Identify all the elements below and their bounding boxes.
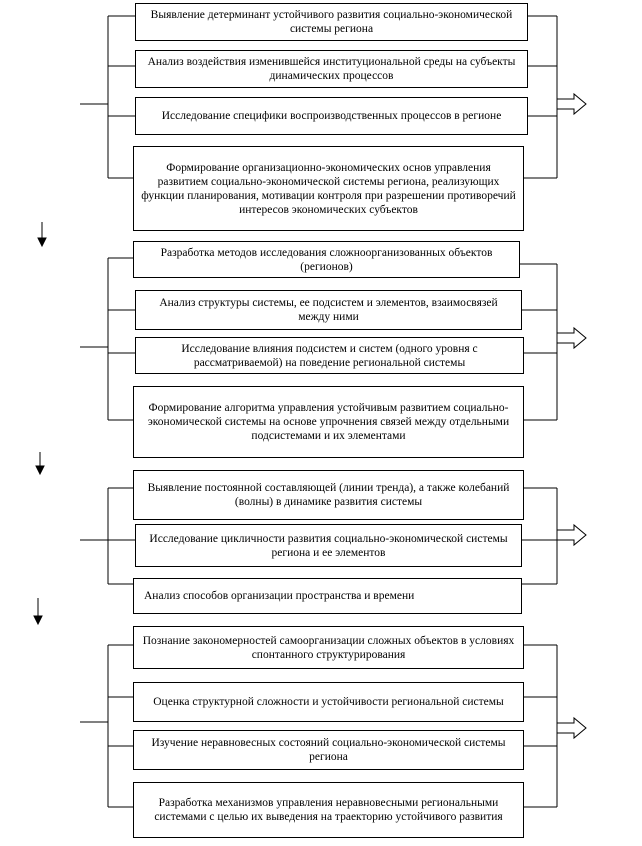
process-box [135,290,522,330]
process-box-text: Анализ воздействия изменившейся институциональной среды на субъекты динамических процессов [147,56,516,82]
down-arrow-icon-2 [36,452,44,474]
process-box [133,626,524,669]
process-box [135,524,522,567]
process-box [135,50,528,88]
process-box [133,241,520,278]
process-box [133,578,522,614]
process-box [135,97,528,135]
process-box [133,146,524,231]
process-box-text: Познание закономерностей самоорганизации сложных объектов в условиях спонтанного структурирования [142,634,515,661]
down-arrow-icon-1 [38,222,46,246]
process-box-text: Исследование цикличности развития социально-экономической системы региона и ее элементов [149,532,508,559]
process-box [133,682,524,722]
group-4-arrow-right-icon [557,718,586,738]
group-2-arrow-right-icon [557,328,586,348]
group-3-arrow-right-icon [557,525,586,545]
down-arrow-icon-3 [34,598,42,624]
process-box [133,386,524,458]
process-box-text: Формирование алгоритма управления устойчивым развитием социально-экономической системы на основе упрочнения связей между отдельными подсистемами и их элементами [147,402,510,442]
process-box-text: Разработка методов исследования сложноорганизованных объектов (регионов) [160,246,493,273]
process-box [133,730,524,770]
process-box-text: Выявление детерминант устойчивого развития социально-экономической системы региона [150,9,513,35]
process-box-text: Изучение неравновесных состояний социально-экономической системы региона [151,737,506,763]
process-box [135,3,528,41]
process-box [133,470,524,520]
process-box-text: Исследование специфики воспроизводственных процессов в регионе [161,110,502,122]
process-box-text: Анализ способов организации пространства и времени [144,590,415,602]
process-box-text: Анализ структуры системы, ее подсистем и элементов, взаимосвязей между ними [159,297,498,323]
process-box-text: Исследование влияния подсистем и систем (одного уровня с рассматриваемой) на поведение региональной системы [181,342,478,369]
process-box [133,782,524,838]
process-box-text: Формирование организационно-экономических основ управления развитием социально-экономической системы региона, реализующих функции планирования, мотивации контроля при разрешении противоречий интересов экономических субъектов [141,161,516,216]
process-box [135,337,524,374]
process-box-text: Выявление постоянной составляющей (линии тренда), а также колебаний (волны) в динамике развития системы [147,482,510,508]
process-box-text: Оценка структурной сложности и устойчивости региональной системы [153,696,504,708]
process-box-text: Разработка механизмов управления неравновесными региональными системами с целью их выведения на траекторию устойчивого развития [154,797,503,823]
group-1-arrow-right-icon [557,94,586,114]
